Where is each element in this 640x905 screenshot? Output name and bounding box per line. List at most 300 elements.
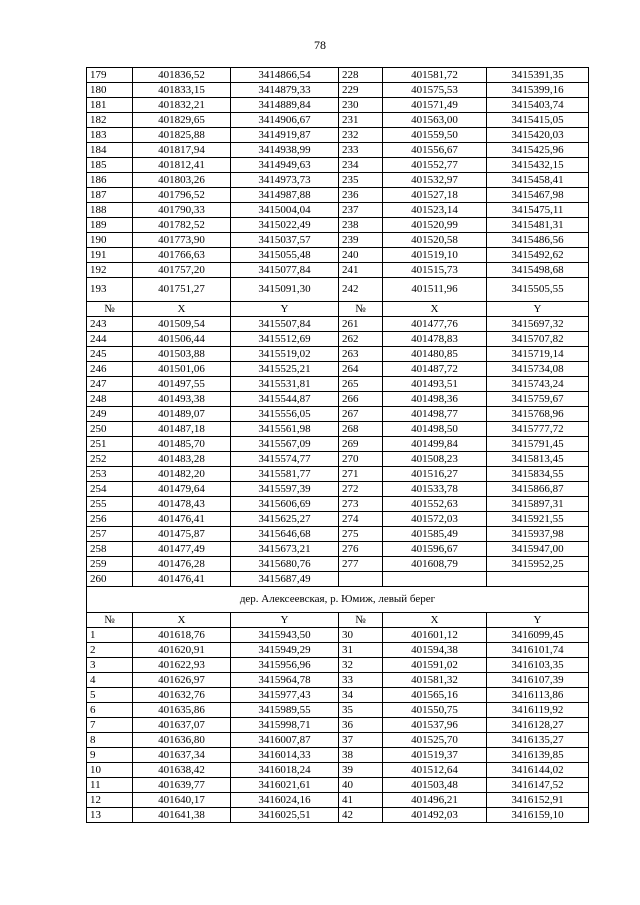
point-number-cell: 245 [87,347,133,362]
point-number-cell: 12 [87,793,133,808]
y-coordinate-cell: 3415492,62 [487,248,589,263]
table-row [87,437,589,452]
y-coordinate-cell: 3415921,55 [487,512,589,527]
x-coordinate-cell: 401476,41 [133,512,231,527]
x-coordinate-cell: 401563,00 [383,113,487,128]
point-number-cell: 181 [87,98,133,113]
y-coordinate-cell: 3415759,67 [487,392,589,407]
table-header-row [87,613,589,628]
y-coordinate-cell: 3415525,21 [231,362,339,377]
x-coordinate-cell: 401565,16 [383,688,487,703]
x-coordinate-cell: 401639,77 [133,778,231,793]
column-header-y: Y [231,302,339,317]
x-coordinate-cell: 401477,49 [133,542,231,557]
y-coordinate-cell: 3415719,14 [487,347,589,362]
y-coordinate-cell: 3416025,51 [231,808,339,823]
point-number-cell: 234 [339,158,383,173]
table-row [87,68,589,83]
x-coordinate-cell: 401498,36 [383,392,487,407]
y-coordinate-cell: 3416144,02 [487,763,589,778]
point-number-cell: 229 [339,83,383,98]
x-coordinate-cell: 401478,43 [133,497,231,512]
table-row [87,278,589,302]
table-row [87,808,589,823]
point-number-cell: 273 [339,497,383,512]
point-number-cell: 265 [339,377,383,392]
y-coordinate-cell: 3415687,49 [231,572,339,587]
y-coordinate-cell: 3415077,84 [231,263,339,278]
point-number-cell: 243 [87,317,133,332]
y-coordinate-cell: 3415432,15 [487,158,589,173]
section-caption-row [87,587,589,613]
x-coordinate-cell: 401493,51 [383,377,487,392]
point-number-cell: 35 [339,703,383,718]
point-number-cell: 232 [339,128,383,143]
point-number-cell: 192 [87,263,133,278]
y-coordinate-cell: 3415998,71 [231,718,339,733]
point-number-cell: 246 [87,362,133,377]
x-coordinate-cell: 401498,77 [383,407,487,422]
x-coordinate-cell: 401641,38 [133,808,231,823]
y-coordinate-cell: 3416128,27 [487,718,589,733]
point-number-cell: 233 [339,143,383,158]
x-coordinate-cell: 401503,48 [383,778,487,793]
y-coordinate-cell: 3416099,45 [487,628,589,643]
y-coordinate-cell: 3415481,31 [487,218,589,233]
table-row [87,763,589,778]
point-number-cell: 184 [87,143,133,158]
point-number-cell: 3 [87,658,133,673]
y-coordinate-cell: 3415646,68 [231,527,339,542]
x-coordinate-cell: 401525,70 [383,733,487,748]
table-row [87,572,589,587]
x-coordinate-cell [383,572,487,587]
y-coordinate-cell: 3416159,10 [487,808,589,823]
point-number-cell: 6 [87,703,133,718]
x-coordinate-cell: 401637,34 [133,748,231,763]
table-row [87,527,589,542]
table-row [87,688,589,703]
x-coordinate-cell: 401817,94 [133,143,231,158]
point-number-cell: 13 [87,808,133,823]
y-coordinate-cell: 3416021,61 [231,778,339,793]
table-row [87,143,589,158]
table-row [87,332,589,347]
point-number-cell [339,572,383,587]
x-coordinate-cell: 401537,96 [383,718,487,733]
table-row [87,452,589,467]
y-coordinate-cell: 3416135,27 [487,733,589,748]
y-coordinate-cell: 3415947,00 [487,542,589,557]
point-number-cell: 251 [87,437,133,452]
point-number-cell: 183 [87,128,133,143]
x-coordinate-cell: 401509,54 [133,317,231,332]
coordinates-table [86,67,589,823]
x-coordinate-cell: 401506,44 [133,332,231,347]
y-coordinate-cell: 3414938,99 [231,143,339,158]
point-number-cell: 40 [339,778,383,793]
y-coordinate-cell: 3415581,77 [231,467,339,482]
x-coordinate-cell: 401832,21 [133,98,231,113]
y-coordinate-cell: 3414919,87 [231,128,339,143]
point-number-cell: 31 [339,643,383,658]
point-number-cell: 187 [87,188,133,203]
x-coordinate-cell: 401829,65 [133,113,231,128]
point-number-cell: 237 [339,203,383,218]
table-row [87,658,589,673]
point-number-cell: 267 [339,407,383,422]
y-coordinate-cell: 3415952,25 [487,557,589,572]
table-row [87,482,589,497]
y-coordinate-cell: 3415606,69 [231,497,339,512]
x-coordinate-cell: 401575,53 [383,83,487,98]
point-number-cell: 250 [87,422,133,437]
y-coordinate-cell: 3415556,05 [231,407,339,422]
point-number-cell: 272 [339,482,383,497]
y-coordinate-cell: 3414879,33 [231,83,339,98]
x-coordinate-cell: 401596,67 [383,542,487,557]
table-row [87,83,589,98]
y-coordinate-cell: 3415743,24 [487,377,589,392]
table-row [87,718,589,733]
point-number-cell: 263 [339,347,383,362]
y-coordinate-cell: 3416103,35 [487,658,589,673]
y-coordinate-cell: 3415943,50 [231,628,339,643]
y-coordinate-cell: 3414973,73 [231,173,339,188]
x-coordinate-cell: 401640,17 [133,793,231,808]
y-coordinate-cell: 3414949,63 [231,158,339,173]
point-number-cell: 228 [339,68,383,83]
y-coordinate-cell: 3415597,39 [231,482,339,497]
table-row [87,248,589,263]
point-number-cell: 235 [339,173,383,188]
column-header-y: Y [487,302,589,317]
y-coordinate-cell: 3416152,91 [487,793,589,808]
y-coordinate-cell: 3415425,96 [487,143,589,158]
y-coordinate-cell: 3415531,81 [231,377,339,392]
y-coordinate-cell: 3415866,87 [487,482,589,497]
point-number-cell: 262 [339,332,383,347]
table-row [87,362,589,377]
x-coordinate-cell: 401475,87 [133,527,231,542]
point-number-cell: 182 [87,113,133,128]
y-coordinate-cell: 3416139,85 [487,748,589,763]
table-row [87,497,589,512]
point-number-cell: 193 [87,278,133,302]
y-coordinate-cell: 3415091,30 [231,278,339,302]
x-coordinate-cell: 401533,78 [383,482,487,497]
y-coordinate-cell: 3415403,74 [487,98,589,113]
table-row [87,407,589,422]
x-coordinate-cell: 401503,88 [133,347,231,362]
x-coordinate-cell: 401523,14 [383,203,487,218]
table-row [87,203,589,218]
point-number-cell: 249 [87,407,133,422]
point-number-cell: 236 [339,188,383,203]
point-number-cell: 254 [87,482,133,497]
point-number-cell: 186 [87,173,133,188]
y-coordinate-cell: 3415486,56 [487,233,589,248]
y-coordinate-cell: 3416119,92 [487,703,589,718]
y-coordinate-cell: 3415625,27 [231,512,339,527]
point-number-cell: 38 [339,748,383,763]
x-coordinate-cell: 401773,90 [133,233,231,248]
table-row [87,98,589,113]
y-coordinate-cell: 3415467,98 [487,188,589,203]
point-number-cell: 34 [339,688,383,703]
x-coordinate-cell: 401483,28 [133,452,231,467]
point-number-cell: 270 [339,452,383,467]
point-number-cell: 244 [87,332,133,347]
point-number-cell: 241 [339,263,383,278]
point-number-cell: 39 [339,763,383,778]
y-coordinate-cell: 3415037,57 [231,233,339,248]
table-row [87,347,589,362]
y-coordinate-cell: 3416024,16 [231,793,339,808]
point-number-cell: 185 [87,158,133,173]
x-coordinate-cell: 401812,41 [133,158,231,173]
table-row [87,317,589,332]
point-number-cell: 36 [339,718,383,733]
y-coordinate-cell: 3415512,69 [231,332,339,347]
x-coordinate-cell: 401511,96 [383,278,487,302]
y-coordinate-cell: 3414866,54 [231,68,339,83]
x-coordinate-cell: 401638,42 [133,763,231,778]
x-coordinate-cell: 401766,63 [133,248,231,263]
y-coordinate-cell: 3415574,77 [231,452,339,467]
point-number-cell: 275 [339,527,383,542]
x-coordinate-cell: 401520,58 [383,233,487,248]
y-coordinate-cell: 3415415,05 [487,113,589,128]
table-row [87,173,589,188]
point-number-cell: 248 [87,392,133,407]
point-number-cell: 242 [339,278,383,302]
x-coordinate-cell: 401618,76 [133,628,231,643]
y-coordinate-cell: 3416107,39 [487,673,589,688]
x-coordinate-cell: 401519,37 [383,748,487,763]
table-row [87,542,589,557]
x-coordinate-cell: 401836,52 [133,68,231,83]
y-coordinate-cell: 3416014,33 [231,748,339,763]
point-number-cell: 191 [87,248,133,263]
point-number-cell: 260 [87,572,133,587]
point-number-cell: 259 [87,557,133,572]
y-coordinate-cell: 3415937,98 [487,527,589,542]
table-row [87,158,589,173]
point-number-cell: 190 [87,233,133,248]
y-coordinate-cell: 3415964,78 [231,673,339,688]
section-title: дер. Алексеевская, р. Юмиж, левый берег [87,587,589,613]
y-coordinate-cell: 3415949,29 [231,643,339,658]
y-coordinate-cell: 3415055,48 [231,248,339,263]
y-coordinate-cell: 3416018,24 [231,763,339,778]
point-number-cell: 11 [87,778,133,793]
y-coordinate-cell: 3415567,09 [231,437,339,452]
x-coordinate-cell: 401478,83 [383,332,487,347]
y-coordinate-cell: 3415777,72 [487,422,589,437]
page-number: 78 [314,38,326,52]
point-number-cell: 37 [339,733,383,748]
point-number-cell: 231 [339,113,383,128]
point-number-cell: 7 [87,718,133,733]
point-number-cell: 239 [339,233,383,248]
x-coordinate-cell: 401501,06 [133,362,231,377]
point-number-cell: 253 [87,467,133,482]
point-number-cell: 9 [87,748,133,763]
x-coordinate-cell: 401559,50 [383,128,487,143]
y-coordinate-cell: 3415897,31 [487,497,589,512]
table-row [87,748,589,763]
y-coordinate-cell: 3415834,55 [487,467,589,482]
column-header-y: Y [487,613,589,628]
x-coordinate-cell: 401493,38 [133,392,231,407]
point-number-cell: 180 [87,83,133,98]
table-row [87,793,589,808]
y-coordinate-cell: 3415977,43 [231,688,339,703]
point-number-cell: 10 [87,763,133,778]
x-coordinate-cell: 401515,73 [383,263,487,278]
x-coordinate-cell: 401477,76 [383,317,487,332]
column-header-x: X [133,302,231,317]
point-number-cell: 268 [339,422,383,437]
x-coordinate-cell: 401622,93 [133,658,231,673]
y-coordinate-cell: 3415673,21 [231,542,339,557]
column-header-x: X [383,613,487,628]
point-number-cell: 240 [339,248,383,263]
x-coordinate-cell: 401497,55 [133,377,231,392]
y-coordinate-cell: 3416147,52 [487,778,589,793]
point-number-cell: 252 [87,452,133,467]
x-coordinate-cell: 401492,03 [383,808,487,823]
y-coordinate-cell: 3414889,84 [231,98,339,113]
y-coordinate-cell: 3415022,49 [231,218,339,233]
x-coordinate-cell: 401833,15 [133,83,231,98]
column-header-n: № [339,302,383,317]
x-coordinate-cell: 401508,23 [383,452,487,467]
point-number-cell: 238 [339,218,383,233]
y-coordinate-cell: 3415734,08 [487,362,589,377]
x-coordinate-cell: 401571,49 [383,98,487,113]
x-coordinate-cell: 401550,75 [383,703,487,718]
y-coordinate-cell: 3416101,74 [487,643,589,658]
x-coordinate-cell: 401520,99 [383,218,487,233]
y-coordinate-cell: 3415956,96 [231,658,339,673]
point-number-cell: 8 [87,733,133,748]
x-coordinate-cell: 401751,27 [133,278,231,302]
column-header-x: X [133,613,231,628]
y-coordinate-cell: 3415505,55 [487,278,589,302]
column-header-n: № [87,302,133,317]
point-number-cell: 264 [339,362,383,377]
x-coordinate-cell: 401608,79 [383,557,487,572]
y-coordinate-cell: 3415561,98 [231,422,339,437]
point-number-cell: 42 [339,808,383,823]
y-coordinate-cell: 3415507,84 [231,317,339,332]
table-row [87,422,589,437]
y-coordinate-cell: 3416007,87 [231,733,339,748]
point-number-cell: 247 [87,377,133,392]
x-coordinate-cell: 401512,64 [383,763,487,778]
y-coordinate-cell: 3415707,82 [487,332,589,347]
y-coordinate-cell: 3415989,55 [231,703,339,718]
table-row [87,778,589,793]
point-number-cell: 1 [87,628,133,643]
point-number-cell: 30 [339,628,383,643]
point-number-cell: 230 [339,98,383,113]
x-coordinate-cell: 401476,41 [133,572,231,587]
x-coordinate-cell: 401532,97 [383,173,487,188]
table-row [87,233,589,248]
point-number-cell: 256 [87,512,133,527]
column-header-n: № [339,613,383,628]
table-row [87,113,589,128]
y-coordinate-cell: 3415519,02 [231,347,339,362]
point-number-cell: 258 [87,542,133,557]
table-row [87,128,589,143]
y-coordinate-cell: 3415813,45 [487,452,589,467]
table-row [87,703,589,718]
point-number-cell: 189 [87,218,133,233]
y-coordinate-cell: 3415544,87 [231,392,339,407]
table-row [87,733,589,748]
x-coordinate-cell: 401601,12 [383,628,487,643]
y-coordinate-cell: 3415498,68 [487,263,589,278]
x-coordinate-cell: 401482,20 [133,467,231,482]
x-coordinate-cell: 401757,20 [133,263,231,278]
y-coordinate-cell: 3415391,35 [487,68,589,83]
x-coordinate-cell: 401480,85 [383,347,487,362]
x-coordinate-cell: 401636,80 [133,733,231,748]
point-number-cell: 41 [339,793,383,808]
y-coordinate-cell: 3415420,03 [487,128,589,143]
y-coordinate-cell [487,572,589,587]
point-number-cell: 269 [339,437,383,452]
point-number-cell: 274 [339,512,383,527]
table-row [87,643,589,658]
y-coordinate-cell: 3415791,45 [487,437,589,452]
point-number-cell: 188 [87,203,133,218]
y-coordinate-cell: 3416113,86 [487,688,589,703]
x-coordinate-cell: 401796,52 [133,188,231,203]
point-number-cell: 266 [339,392,383,407]
y-coordinate-cell: 3414906,67 [231,113,339,128]
x-coordinate-cell: 401572,03 [383,512,487,527]
x-coordinate-cell: 401620,91 [133,643,231,658]
x-coordinate-cell: 401591,02 [383,658,487,673]
x-coordinate-cell: 401499,84 [383,437,487,452]
x-coordinate-cell: 401790,33 [133,203,231,218]
x-coordinate-cell: 401519,10 [383,248,487,263]
y-coordinate-cell: 3415458,41 [487,173,589,188]
y-coordinate-cell: 3415680,76 [231,557,339,572]
table-header-row [87,302,589,317]
x-coordinate-cell: 401487,18 [133,422,231,437]
point-number-cell: 277 [339,557,383,572]
x-coordinate-cell: 401803,26 [133,173,231,188]
x-coordinate-cell: 401556,67 [383,143,487,158]
x-coordinate-cell: 401479,64 [133,482,231,497]
table-row [87,188,589,203]
x-coordinate-cell: 401626,97 [133,673,231,688]
x-coordinate-cell: 401585,49 [383,527,487,542]
x-coordinate-cell: 401594,38 [383,643,487,658]
point-number-cell: 4 [87,673,133,688]
point-number-cell: 261 [339,317,383,332]
x-coordinate-cell: 401581,72 [383,68,487,83]
table-row [87,218,589,233]
table-row [87,263,589,278]
x-coordinate-cell: 401487,72 [383,362,487,377]
